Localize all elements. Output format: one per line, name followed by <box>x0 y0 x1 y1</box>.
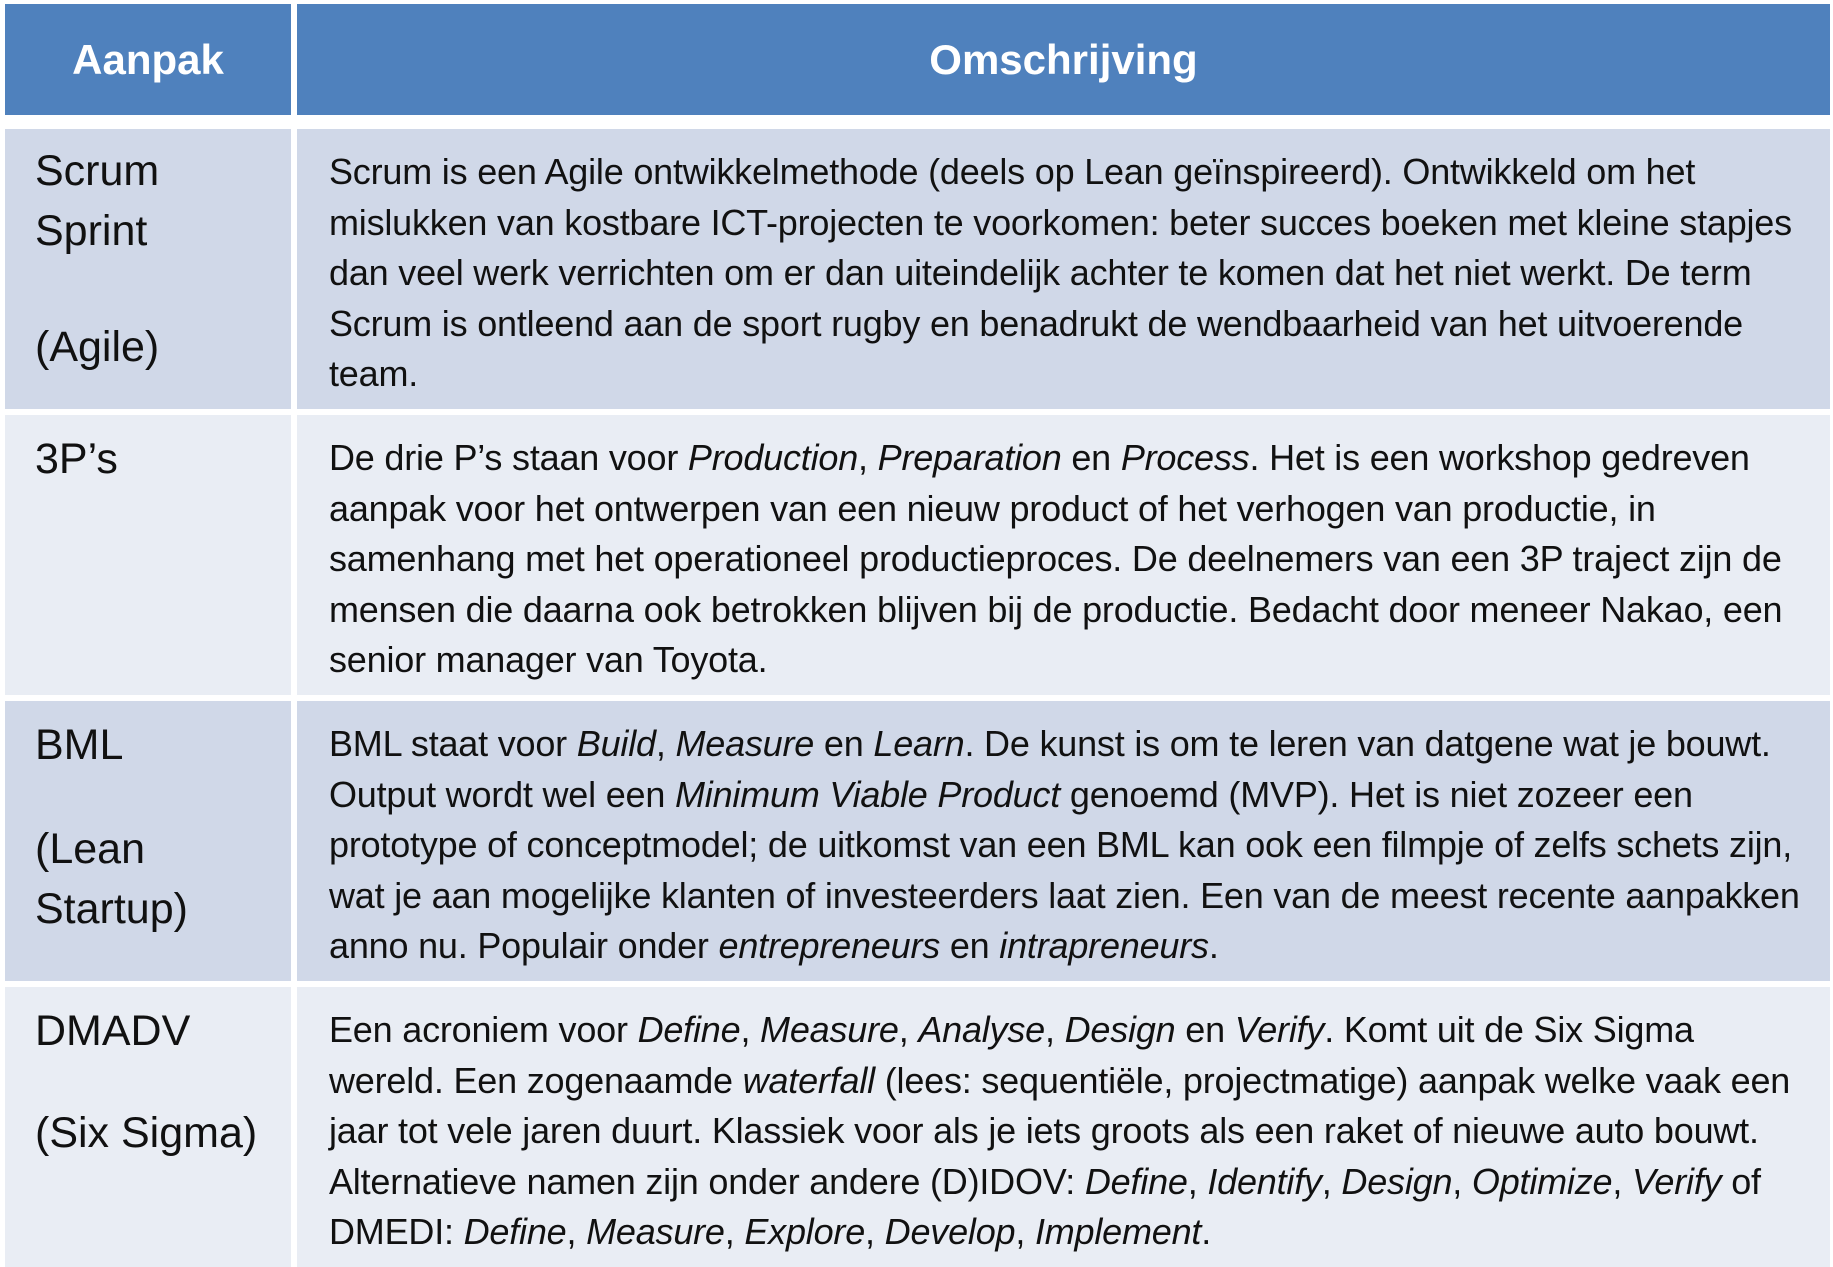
description-cell <box>297 701 1830 987</box>
description-text: , <box>740 1009 761 1050</box>
approach-line: (Six Sigma) <box>35 1109 258 1157</box>
description-text: Explore <box>744 1211 866 1252</box>
description-cell <box>297 987 1830 1267</box>
description-text: . Het is een workshop gedreven aanpak voor het ontwerpen van een nieuw product of het verhogen van productie, in samenhang met het operationeel productieproces. De deelnemers van een 3P traject zijn de mensen die daarna ook betrokken blijven bij de productie. Bedacht door meneer Nakao, een senior manager van Toyota. <box>329 437 1783 680</box>
table-row-3ps <box>5 415 1830 701</box>
description-text: Verify <box>1631 1160 1722 1202</box>
description-text: . Komt uit de Six Sigma wereld. Een zogenaamde <box>329 1009 1694 1101</box>
description-text: Measure <box>760 1009 899 1050</box>
description-text: BML staat voor <box>329 723 577 764</box>
description-text: en <box>1061 437 1121 478</box>
description-text: , <box>1612 1160 1632 1202</box>
approach-line: Startup) <box>35 885 188 933</box>
description-text: Preparation <box>877 437 1062 478</box>
description-text: , <box>1321 1160 1342 1202</box>
header-description: Omschrijving <box>297 4 1830 129</box>
table-row-bml <box>5 701 1830 987</box>
description-text: Build <box>576 723 656 764</box>
approach-line: Sprint <box>35 207 148 255</box>
description-text: , <box>655 723 676 764</box>
description-text: Production <box>687 437 859 478</box>
description-text: De drie P’s staan voor <box>329 437 688 478</box>
description-text: Verify <box>1234 1009 1325 1050</box>
description-text: Minimum Viable Product <box>675 773 1061 815</box>
description-text: of DMEDI: <box>329 1160 1761 1252</box>
approach-cell <box>5 701 297 987</box>
description-text: Identify <box>1207 1160 1322 1202</box>
description-text: Design <box>1341 1160 1453 1202</box>
description-text: entrepreneurs <box>718 925 941 966</box>
description-text: Een acroniem voor <box>329 1009 638 1050</box>
approach-cell <box>5 415 297 701</box>
description-text: Optimize <box>1471 1160 1613 1202</box>
description-text: Learn <box>873 723 965 764</box>
description-text: . <box>1201 1211 1212 1252</box>
table-header-row <box>5 4 1830 129</box>
description-text: , <box>858 437 878 478</box>
approach-line: 3P’s <box>35 435 118 483</box>
description-text: . De kunst is om te leren van datgene wat je bouwt. Output wordt wel een <box>329 723 1771 815</box>
description-text: Define <box>637 1009 741 1050</box>
approach-table <box>5 4 1830 1267</box>
header-approach: Aanpak <box>5 4 297 129</box>
description-text: waterfall <box>742 1059 875 1101</box>
approach-line: (Agile) <box>35 323 160 371</box>
description-text: Measure <box>586 1211 725 1252</box>
description-text: Implement <box>1034 1211 1202 1252</box>
description-text: , <box>1452 1160 1472 1202</box>
description-text: , <box>566 1211 587 1252</box>
description-text: genoemd (MVP). Het is niet zozeer een prototype of conceptmodel; de uitkomst van een BML kan ook een filmpje of zelfs schets zijn, wat je aan mogelijke klanten of investeerders laat zien. Een van de meest recente aanpakken anno nu. Populair onder <box>329 773 1800 966</box>
description-text: , <box>1015 1211 1035 1252</box>
description-text: Develop <box>884 1211 1016 1252</box>
approach-cell <box>5 129 297 415</box>
description-cell <box>297 415 1830 701</box>
description-text: en <box>940 925 1000 966</box>
description-text: Define <box>1084 1160 1188 1202</box>
description-text: Scrum is een Agile ontwikkelmethode (deels op Lean geïnspireerd). Ontwikkeld om het mislukken van kostbare ICT-projecten te voorkomen: beter succes boeken met kleine stapjes dan veel werk verrichten om er dan uiteindelijk achter te komen dat het niet werkt. De term Scrum is ontleend aan de sport rugby en benadrukt de wendbaarheid van het uitvoerende team. <box>329 151 1792 394</box>
approach-line: BML <box>35 721 124 769</box>
description-text: (lees: sequentiële, projectmatige) aanpak welke vaak een jaar tot vele jaren duurt. Klassiek voor als je iets groots als een raket of nieuwe auto bouwt. Alternatieve namen zijn onder andere (D)IDOV: <box>329 1059 1791 1202</box>
description-cell <box>297 129 1830 415</box>
description-text: Design <box>1064 1009 1176 1050</box>
description-text: , <box>898 1009 919 1050</box>
table-row-scrum <box>5 129 1830 415</box>
table-row-dmadv <box>5 987 1830 1267</box>
approach-line: Scrum <box>35 147 160 195</box>
description-text: , <box>724 1211 745 1252</box>
approach-line: (Lean <box>35 825 145 873</box>
description-text: . <box>1208 925 1219 966</box>
description-text: , <box>865 1211 885 1252</box>
approach-cell <box>5 987 297 1267</box>
description-text: Measure <box>675 723 815 764</box>
approach-line: DMADV <box>35 1007 191 1055</box>
description-text: , <box>1187 1160 1208 1202</box>
description-text: intrapreneurs <box>999 925 1209 966</box>
description-text: en <box>814 723 874 764</box>
description-text: Analyse <box>918 1009 1046 1050</box>
description-text: Process <box>1120 437 1250 478</box>
description-text: en <box>1175 1009 1235 1050</box>
description-text: , <box>1045 1009 1065 1050</box>
description-text: Define <box>463 1211 567 1252</box>
